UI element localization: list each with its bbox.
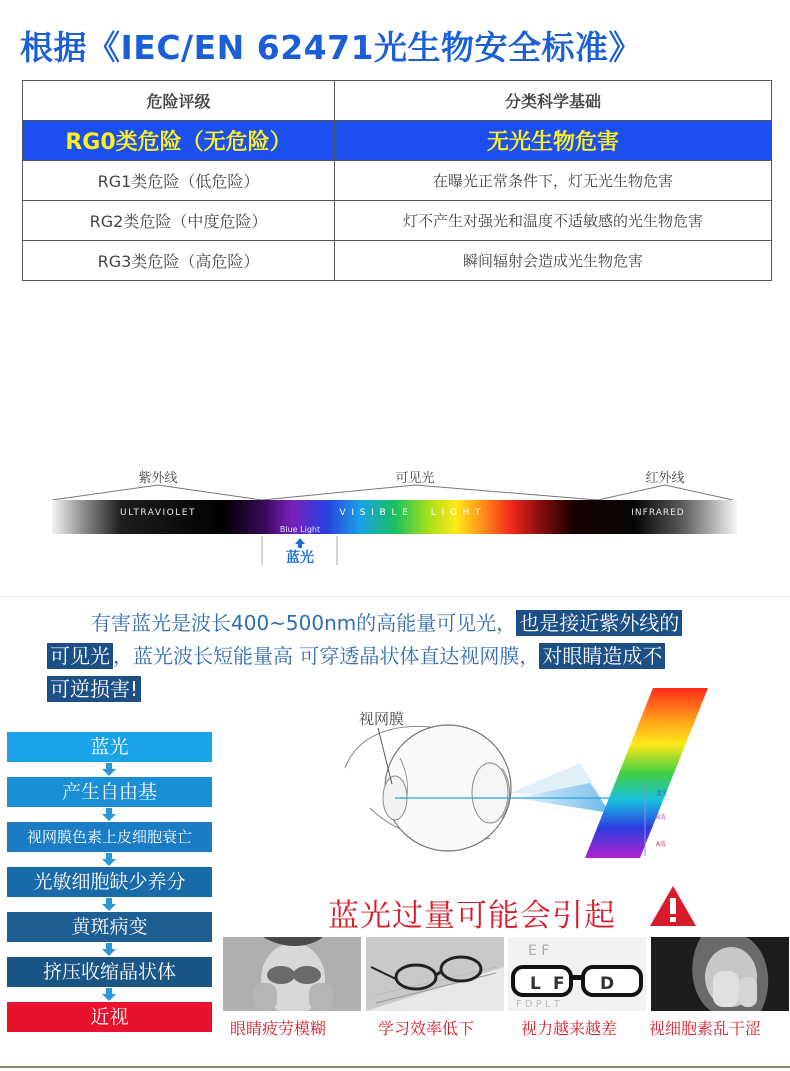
caption-learning-efficiency: 学习效率低下	[378, 1019, 475, 1038]
warning-triangle-icon	[648, 884, 698, 928]
caption-cell-disorder-dryness: 视细胞素乱干涩	[649, 1019, 762, 1038]
flow-step-photoreceptor-nutrition: 光敏细胞缺少养分	[7, 867, 212, 897]
eye-chart-glasses-photo	[508, 937, 646, 1011]
flow-arrow-icon	[7, 852, 212, 867]
cell-rg3-basis: 瞬间辐射会造成光生物危害	[335, 241, 772, 281]
caption-vision-decline: 视力越来越差	[521, 1019, 618, 1038]
light-spectrum-diagram	[0, 455, 790, 580]
child-covering-eyes-photo	[651, 937, 789, 1011]
blue-light-cn-label: 蓝光	[286, 550, 314, 566]
band-visible-light-label: V I S I B L E L I G H T	[339, 508, 481, 518]
cell-rg2-basis: 灯不产生对强光和温度不适敏感的光生物危害	[335, 201, 772, 241]
damage-flow-chart	[7, 732, 212, 1032]
desc-highlight-2: 可见光	[47, 643, 113, 669]
eye-illustration	[340, 688, 720, 863]
flow-arrow-icon	[7, 942, 212, 957]
table-row-rg3	[23, 241, 772, 281]
flow-arrow-icon	[7, 987, 212, 1002]
rubbing-eyes-photo	[223, 937, 361, 1011]
effect-photos	[223, 937, 790, 1011]
table-row-rg1	[23, 161, 772, 201]
eye-blue-light-label: 蓝光	[656, 790, 669, 797]
svg-text:L: L	[530, 974, 541, 994]
band-infrared-label: INFRARED	[631, 508, 685, 518]
flow-step-lens-compression: 挤压收缩晶状体	[7, 957, 212, 987]
flow-arrow-icon	[7, 897, 212, 912]
eye-b-wave-label: B波	[656, 814, 667, 821]
flow-step-blue-light: 蓝光	[7, 732, 212, 762]
desc-part2: ，蓝光波长短能量高 可穿透晶状体直达视网膜，	[113, 644, 540, 668]
glasses-on-book-photo	[366, 937, 504, 1011]
caption-eye-fatigue: 眼睛疲劳模糊	[230, 1019, 327, 1038]
blue-light-arrow-icon	[295, 538, 305, 548]
svg-text:F: F	[553, 974, 565, 994]
eye-a-wave-label: A波	[656, 841, 667, 848]
flow-step-macular-degeneration: 黄斑病变	[7, 912, 212, 942]
uv-label: 紫外线	[138, 471, 178, 486]
section-divider	[0, 596, 790, 597]
svg-text:F D P L T: F D P L T	[516, 999, 560, 1010]
cell-rg2-level: RG2类危险（中度危险）	[23, 201, 335, 241]
header-classification-basis: 分类科学基础	[335, 81, 772, 121]
cell-rg1-basis: 在曝光正常条件下，灯无光生物危害	[335, 161, 772, 201]
cell-rg3-level: RG3类危险（高危险）	[23, 241, 335, 281]
flow-step-myopia: 近视	[7, 1002, 212, 1032]
svg-text:E F: E F	[528, 943, 550, 959]
footer-divider	[0, 1066, 790, 1068]
desc-part1: 有害蓝光是波长400~500nm的高能量可见光，	[91, 611, 517, 635]
band-ultraviolet-label: ULTRAVIOLET	[120, 508, 196, 518]
cell-rg0-basis: 无光生物危害	[335, 121, 772, 161]
visible-light-label: 可见光	[395, 471, 435, 486]
flow-step-rpe-cell-death: 视网膜色素上皮细胞衰亡	[7, 822, 212, 852]
cell-rg0-level: RG0类危险（无危险）	[23, 121, 335, 161]
flow-arrow-icon	[7, 807, 212, 822]
table-row-rg2	[23, 201, 772, 241]
desc-highlight-1: 也是接近紫外线的	[516, 610, 682, 636]
blue-light-en-label: Blue Light	[279, 525, 321, 534]
desc-highlight-4: 可逆损害!	[47, 676, 141, 702]
header-risk-level: 危险评级	[23, 81, 335, 121]
table-row-rg0	[23, 121, 772, 161]
svg-text:D: D	[600, 974, 615, 994]
cell-rg1-level: RG1类危险（低危险）	[23, 161, 335, 201]
flow-arrow-icon	[7, 762, 212, 777]
table-header-row	[23, 81, 772, 121]
retina-label: 视网膜	[359, 710, 405, 728]
desc-highlight-3: 对眼睛造成不	[539, 643, 665, 669]
warning-heading: 蓝光过量可能会引起	[328, 898, 616, 934]
risk-group-table	[22, 80, 772, 281]
flow-step-free-radicals: 产生自由基	[7, 777, 212, 807]
ir-label: 红外线	[645, 471, 685, 486]
page-title: 根据《IEC/EN 62471光生物安全标准》	[20, 28, 643, 67]
effect-captions	[223, 1016, 790, 1038]
